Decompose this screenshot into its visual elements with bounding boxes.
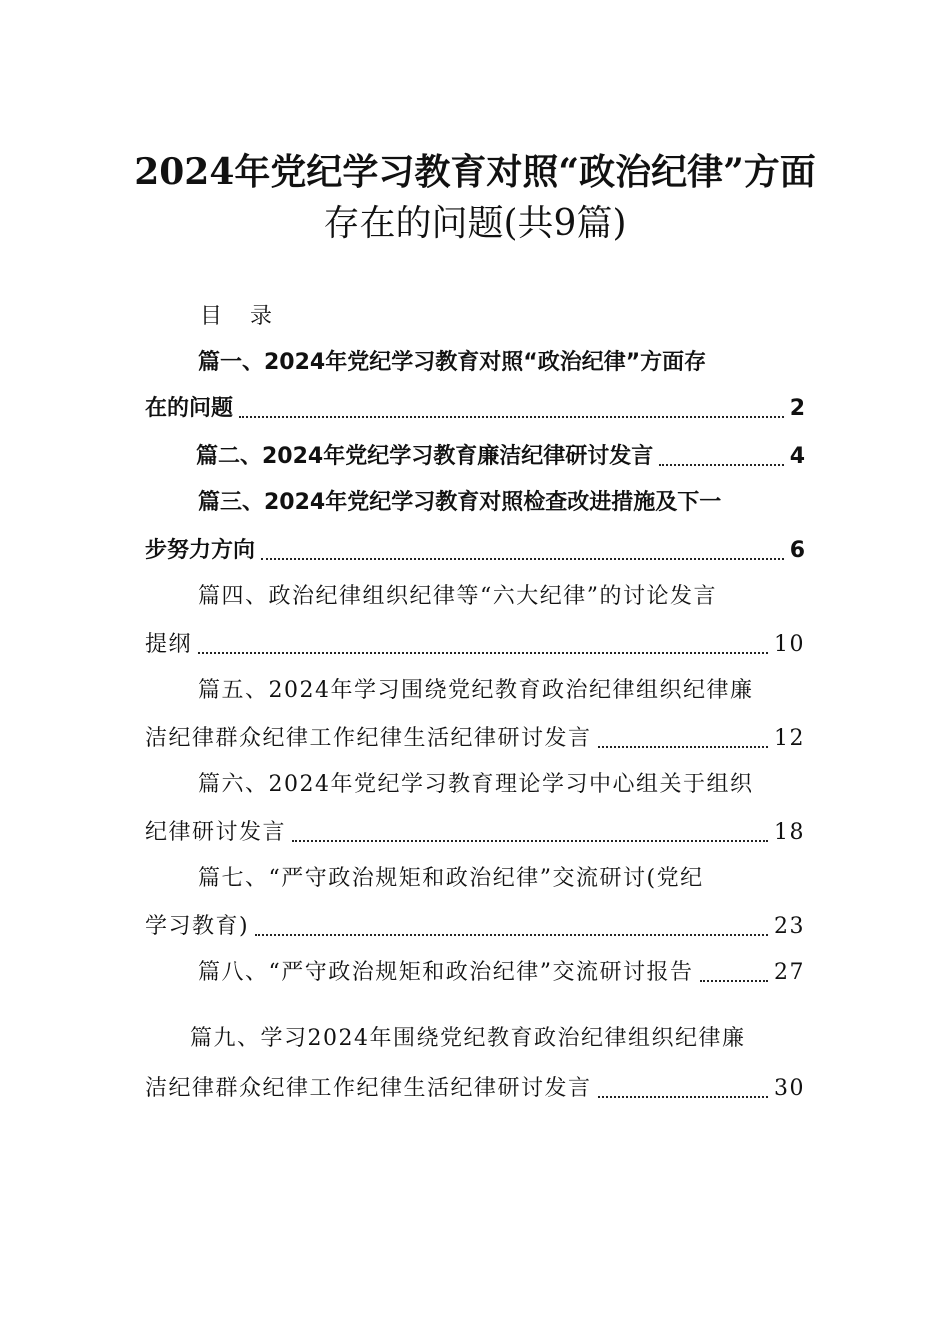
toc-leader-dots [598, 746, 768, 748]
toc-entry-5-row[interactable] [145, 722, 805, 756]
toc-entry-3-page: 6 [789, 538, 805, 563]
toc-leader-dots [261, 558, 784, 560]
toc-leader-dots [659, 464, 783, 466]
toc-entry-6-row[interactable] [145, 816, 805, 850]
document-title-line-2: 存在的问题(共9篇) [323, 203, 627, 244]
toc-leader-dots [292, 840, 768, 842]
toc-entry-4-line-1[interactable]: 篇四、政治纪律组织纪律等“六大纪律”的讨论发言 [198, 584, 717, 609]
toc-entry-4-line-2: 提纲 [145, 632, 193, 657]
toc-entry-7-row[interactable] [145, 910, 805, 944]
toc-entry-7-line-2: 学习教育) [145, 914, 250, 939]
toc-leader-dots [198, 652, 768, 654]
toc-entry-4-page: 10 [774, 632, 805, 657]
toc-leader-dots [255, 934, 768, 936]
toc-entry-8-row[interactable] [198, 956, 805, 990]
toc-entry-9-row[interactable] [145, 1072, 805, 1106]
toc-entry-6-page: 18 [774, 820, 805, 845]
toc-entry-6-line-2: 纪律研讨发言 [145, 820, 287, 845]
toc-entry-1-line-1[interactable]: 篇一、2024年党纪学习教育对照“政治纪律”方面存 [198, 350, 707, 375]
toc-entry-2-row[interactable] [196, 440, 805, 474]
toc-leader-dots [700, 980, 769, 982]
toc-leader-dots [598, 1096, 768, 1098]
toc-entry-5-page: 12 [774, 726, 805, 751]
toc-entry-8-page: 27 [774, 960, 805, 985]
toc-entry-2-line-1: 篇二、2024年党纪学习教育廉洁纪律研讨发言 [196, 444, 654, 469]
toc-entry-5-line-1[interactable]: 篇五、2024年学习围绕党纪教育政治纪律组织纪律廉 [198, 678, 754, 703]
toc-entry-1-row[interactable] [145, 392, 805, 426]
document-title-line-1: 2024年党纪学习教育对照“政治纪律”方面 [134, 151, 816, 193]
toc-entry-3-row[interactable] [145, 534, 805, 568]
toc-entry-6-line-1[interactable]: 篇六、2024年党纪学习教育理论学习中心组关于组织 [198, 772, 754, 797]
toc-entry-9-line-2: 洁纪律群众纪律工作纪律生活纪律研讨发言 [145, 1076, 592, 1101]
toc-entry-4-row[interactable] [145, 628, 805, 662]
toc-entry-3-line-1[interactable]: 篇三、2024年党纪学习教育对照检查改进措施及下一 [198, 490, 722, 515]
toc-entry-1-line-2: 在的问题 [145, 396, 234, 421]
toc-entry-8-line-1: 篇八、“严守政治规矩和政治纪律”交流研讨报告 [198, 960, 694, 985]
toc-entry-9-line-1[interactable]: 篇九、学习2024年围绕党纪教育政治纪律组织纪律廉 [190, 1026, 746, 1051]
toc-entry-5-line-2: 洁纪律群众纪律工作纪律生活纪律研讨发言 [145, 726, 592, 751]
toc-leader-dots [239, 416, 784, 418]
toc-entry-1-page: 2 [789, 396, 805, 421]
toc-heading: 目录 [200, 304, 301, 329]
toc-entry-9-page: 30 [774, 1076, 805, 1101]
toc-entry-2-page: 4 [789, 444, 805, 469]
toc-entry-7-page: 23 [774, 914, 805, 939]
toc-entry-7-line-1[interactable]: 篇七、“严守政治规矩和政治纪律”交流研讨(党纪 [198, 866, 704, 891]
toc-entry-3-line-2: 步努力方向 [145, 538, 256, 563]
